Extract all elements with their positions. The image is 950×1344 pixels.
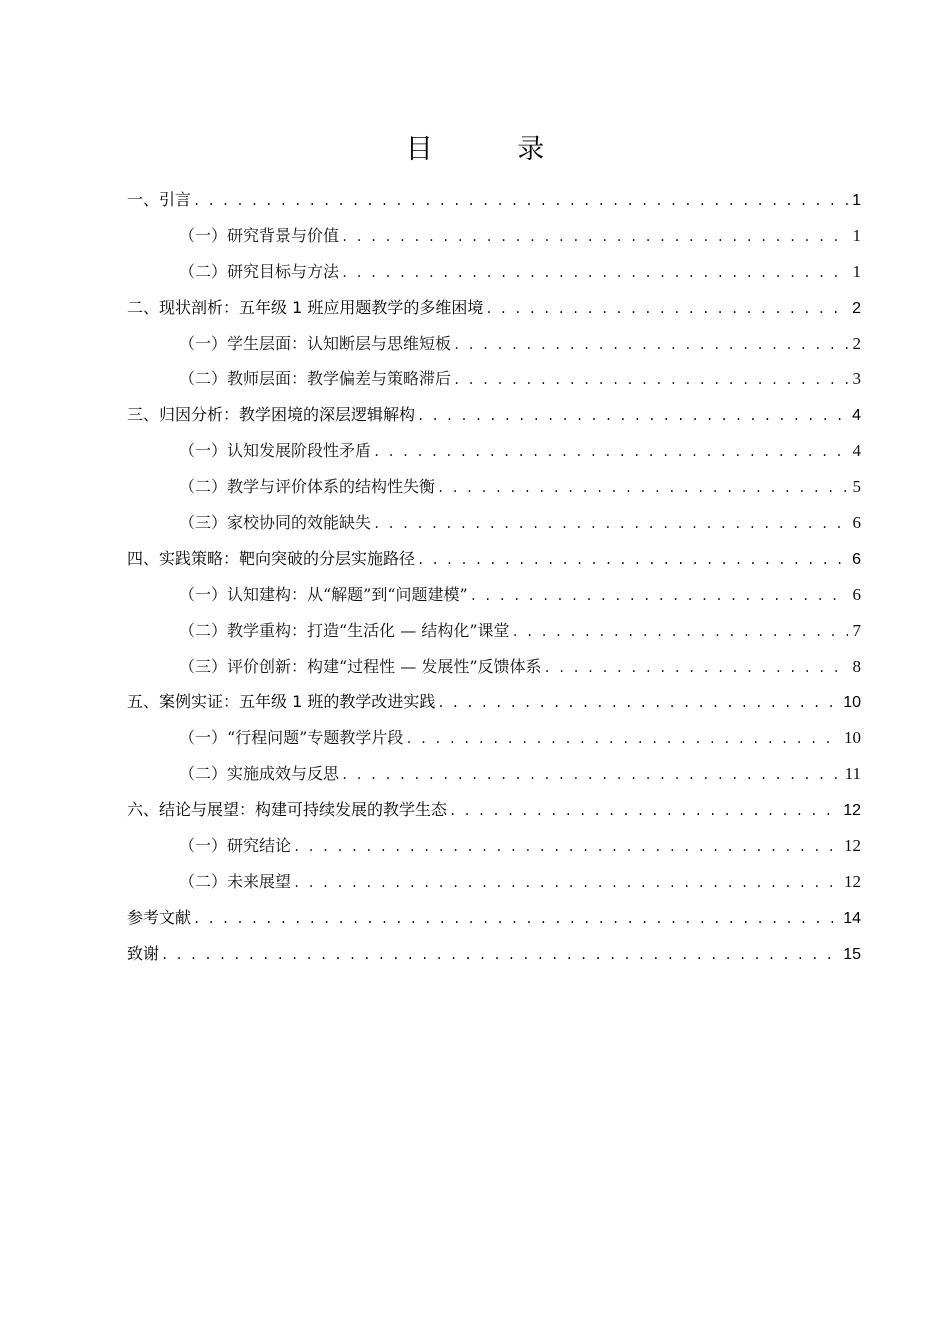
toc-dot-leader [512,615,848,651]
toc-dot-leader [453,363,848,399]
toc-dot-leader [485,292,848,328]
toc-entry-text: 致谢 [127,943,160,963]
toc-entry-chapter[interactable] [127,290,861,326]
toc-page-number: 5 [852,477,861,497]
toc-entry-text: （二）教学与评价体系的结构性失衡 [179,477,436,497]
toc-dot-leader [453,328,848,364]
toc-dot-leader [417,399,848,435]
toc-entry-text: （一）认知发展阶段性矛盾 [179,441,372,461]
toc-entry-section[interactable] [127,218,861,254]
toc-entry-section[interactable] [127,720,861,756]
toc-dot-leader [417,543,848,579]
toc-dot-leader [437,686,840,722]
toc-page-number: 7 [852,620,861,640]
toc-entry-chapter[interactable] [127,684,861,720]
toc-page-number: 15 [843,945,861,963]
toc-dot-leader [544,651,848,687]
toc-page-number: 6 [852,584,861,604]
toc-dot-leader [341,220,848,256]
toc-entry-text: 二、现状剖析：五年级 1 班应用题教学的多维困境 [127,297,484,317]
toc-entry-text: （二）教学重构：打造“生活化 — 结构化”课堂 [179,620,510,640]
toc-entry-section[interactable] [127,505,861,541]
toc-page-number: 1 [852,225,861,245]
toc-page-number: 12 [844,871,861,891]
toc-dot-leader [373,507,848,543]
toc-entry-text: 一、引言 [127,190,192,209]
toc-entry-text: （一）研究背景与价值 [179,225,340,245]
toc-entry-section[interactable] [127,649,861,685]
toc-dot-leader [449,794,840,830]
toc-entry-section[interactable] [127,864,861,900]
toc-entry-text: （二）未来展望 [179,871,292,891]
toc-entry-text: （二）研究目标与方法 [179,261,340,281]
toc-page-number: 12 [844,836,861,856]
toc-dot-leader [373,435,848,471]
toc-dot-leader [161,938,840,974]
toc-entry-text: （三）评价创新：构建“过程性 — 发展性”反馈体系 [179,656,542,676]
toc-page-number: 2 [852,299,861,317]
toc-entry-section[interactable] [127,577,861,613]
toc-entry-text: （一）学生层面：认知断层与思维短板 [179,333,452,353]
toc-entry-text: 五、案例实证：五年级 1 班的教学改进实践 [127,692,436,712]
toc-entry-section[interactable] [127,254,861,290]
toc-entry-section[interactable] [127,613,861,649]
toc-page-number: 1 [852,261,861,281]
toc-entry-chapter[interactable] [127,182,861,218]
toc-entry-section[interactable] [127,469,861,505]
toc-entry-text: 参考文献 [127,907,192,927]
toc-page-number: 8 [852,656,861,676]
toc-dot-leader [341,256,848,292]
toc-page-number: 6 [852,550,861,568]
toc-entry-chapter[interactable] [127,936,861,972]
toc-dot-leader [293,866,841,902]
toc-entry-chapter[interactable] [127,397,861,433]
toc-entry-text: （一）研究结论 [179,836,292,856]
toc-entry-chapter[interactable] [127,900,861,936]
toc-page-number: 10 [844,728,861,748]
toc-page-number: 3 [852,369,861,389]
toc-page-number: 2 [852,333,861,353]
toc-page-number: 11 [844,764,861,784]
toc-dot-leader [341,758,842,794]
toc-entry-text: （二）教师层面：教学偏差与策略滞后 [179,369,452,389]
toc-entry-text: 三、归因分析：教学困境的深层逻辑解构 [127,405,416,425]
toc-entry-text: （二）实施成效与反思 [179,764,340,784]
toc-entry-section[interactable] [127,756,861,792]
toc-dot-leader [193,902,840,938]
toc-page-number: 6 [852,513,861,533]
toc-page-number: 1 [852,192,861,209]
toc-dot-leader [470,579,848,615]
toc-dot-leader [437,471,848,507]
toc-entry-chapter[interactable] [127,792,861,828]
toc-entry-chapter[interactable] [127,541,861,577]
toc-entry-text: 六、结论与展望：构建可持续发展的教学生态 [127,800,448,820]
toc-entry-section[interactable] [127,326,861,362]
toc-entry-text: 四、实践策略：靶向突破的分层实施路径 [127,548,416,568]
toc-page-number: 14 [843,909,861,927]
toc-entry-section[interactable] [127,828,861,864]
toc-dot-leader [193,184,848,220]
toc-page-number: 4 [852,407,861,425]
toc-entry-section[interactable] [127,361,861,397]
toc-list [127,182,861,972]
toc-page-number: 4 [852,441,861,461]
toc-entry-text: （一）“行程问题”专题教学片段 [179,728,404,748]
toc-entry-text: （三）家校协同的效能缺失 [179,513,372,533]
toc-page-number: 12 [843,802,861,820]
toc-dot-leader [405,722,841,758]
toc-entry-text: （一）认知建构：从“解题”到“问题建模” [179,584,468,604]
toc-entry-section[interactable] [127,433,861,469]
toc-title: 目 录 [405,134,583,166]
toc-dot-leader [293,830,841,866]
toc-page-number: 10 [843,694,861,712]
